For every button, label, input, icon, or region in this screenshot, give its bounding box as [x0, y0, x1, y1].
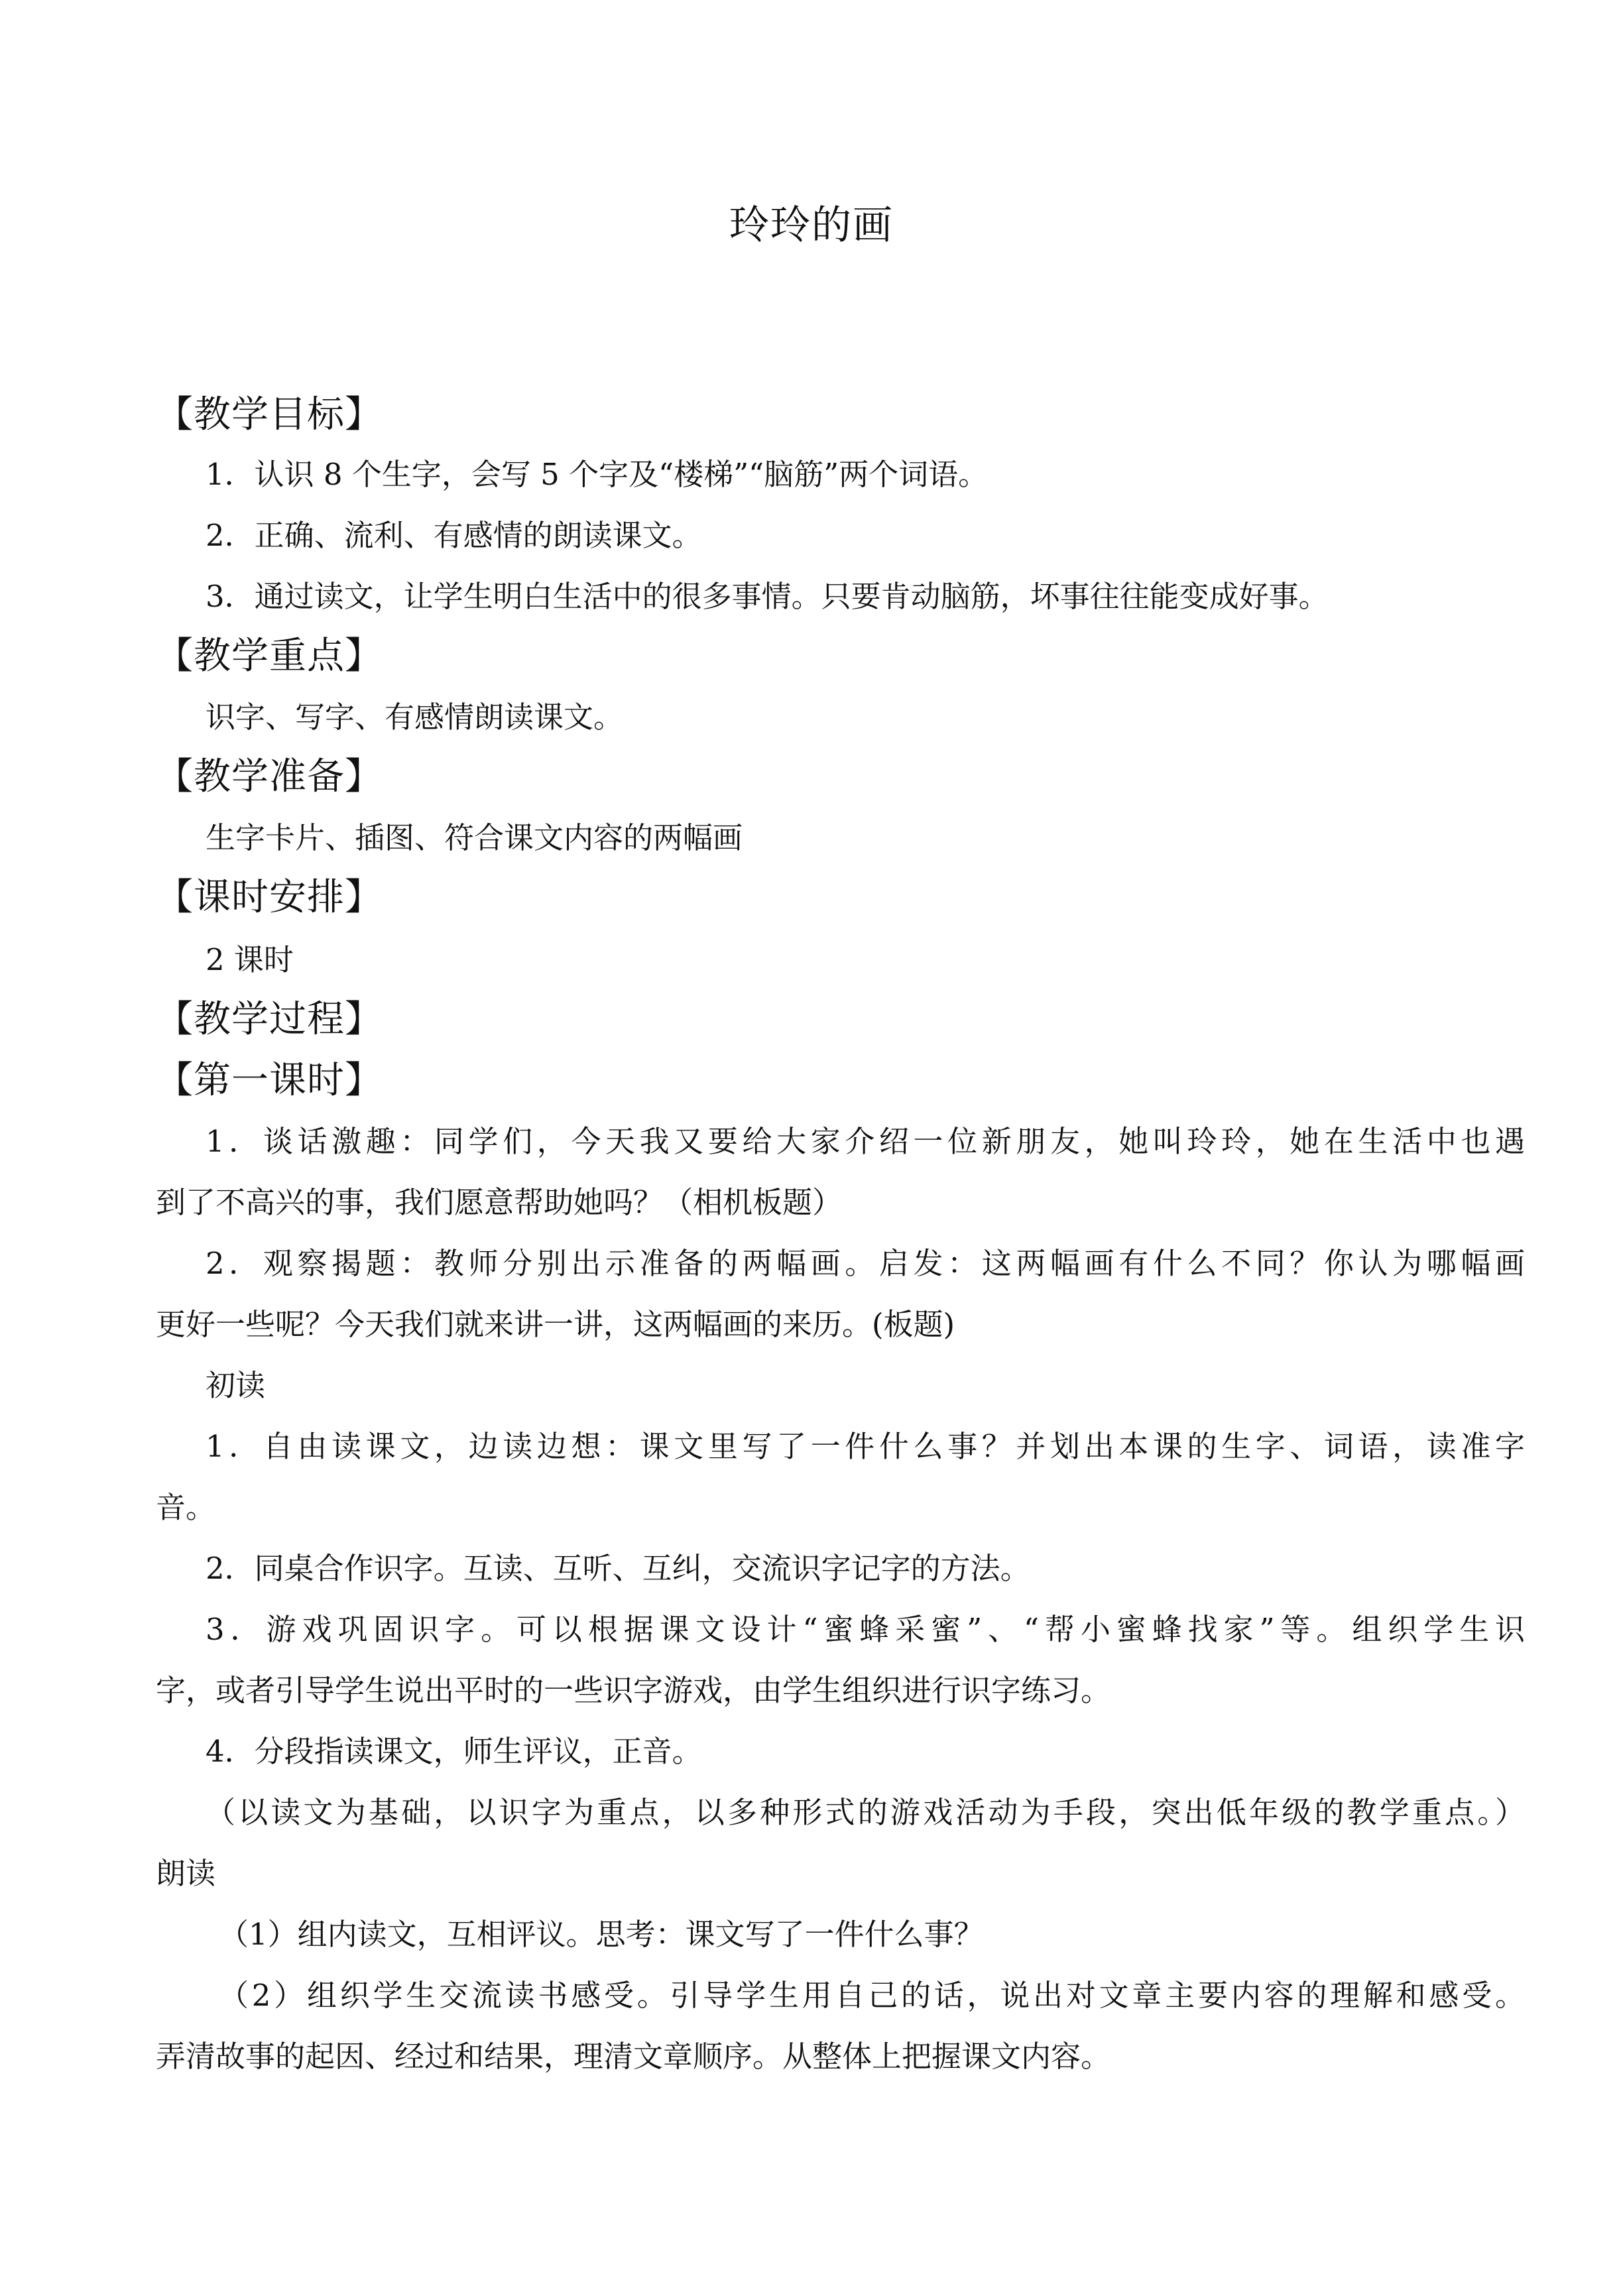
schedule-text: 2 课时: [206, 942, 294, 977]
document-title: 玲玲的画: [729, 202, 894, 249]
goal-item-3: 3．通过读文，让学生明白生活中的很多事情。只要肯动脑筋，坏事往往能变成好事。: [206, 579, 1329, 614]
reading-note: （以读文为基础，以识字为重点，以多种形式的游戏活动为手段，突出低年级的教学重点。）: [206, 1795, 1525, 1830]
lesson-paragraph-2-line-2: 更好一些呢？今天我们就来讲一讲，这两幅画的来历。(板题): [156, 1307, 955, 1342]
goal-item-1: 1．认识 8 个生字，会写 5 个字及“楼梯”“脑筋”两个词语。: [206, 457, 989, 492]
preparation-text: 生字卡片、插图、符合课文内容的两幅画: [206, 820, 743, 855]
heading-teaching-goals: 【教学目标】: [156, 393, 383, 436]
reading-item-4: 4．分段指读课文，师生评议，正音。: [206, 1734, 702, 1769]
first-read-label: 初读: [206, 1368, 266, 1403]
reading-item-1-line-2: 音。: [156, 1490, 216, 1525]
lesson-paragraph-2-line-1: 2．观察揭题：教师分别出示准备的两幅画。启发：这两幅画有什么不同？你认为哪幅画: [206, 1246, 1525, 1281]
heading-teaching-process: 【教学过程】: [156, 998, 383, 1041]
heading-preparation: 【教学准备】: [156, 755, 383, 798]
goal-item-2: 2．正确、流利、有感情的朗读课文。: [206, 518, 702, 553]
heading-lesson-one: 【第一课时】: [156, 1059, 383, 1102]
read-aloud-step-1: （1）组内读文，互相评议。思考：课文写了一件什么事？: [219, 1917, 984, 1952]
reading-item-1-line-1: 1．自由读课文，边读边想：课文里写了一件什么事？并划出本课的生字、词语，读准字: [206, 1429, 1525, 1464]
heading-schedule: 【课时安排】: [156, 876, 383, 919]
key-points-text: 识字、写字、有感情朗读课文。: [206, 699, 624, 735]
reading-item-3-line-1: 3．游戏巩固识字。可以根据课文设计“蜜蜂采蜜”、“帮小蜜蜂找家”等。组织学生识: [206, 1612, 1525, 1647]
read-aloud-label: 朗读: [156, 1856, 216, 1891]
reading-item-2: 2．同桌合作识字。互读、互听、互纠，交流识字记字的方法。: [206, 1551, 1030, 1586]
heading-key-points: 【教学重点】: [156, 634, 383, 678]
read-aloud-step-2-line-1: （2）组织学生交流读书感受。引导学生用自己的话，说出对文章主要内容的理解和感受。: [219, 1978, 1525, 2013]
reading-item-3-line-2: 字，或者引导学生说出平时的一些识字游戏，由学生组织进行识字练习。: [156, 1673, 1111, 1708]
lesson-paragraph-1-line-1: 1．谈话激趣：同学们，今天我又要给大家介绍一位新朋友，她叫玲玲，她在生活中也遇: [206, 1124, 1525, 1159]
read-aloud-step-2-line-2: 弄清故事的起因、经过和结果，理清文章顺序。从整体上把握课文内容。: [156, 2039, 1111, 2074]
lesson-paragraph-1-line-2: 到了不高兴的事，我们愿意帮助她吗？（相机板题）: [156, 1185, 843, 1220]
